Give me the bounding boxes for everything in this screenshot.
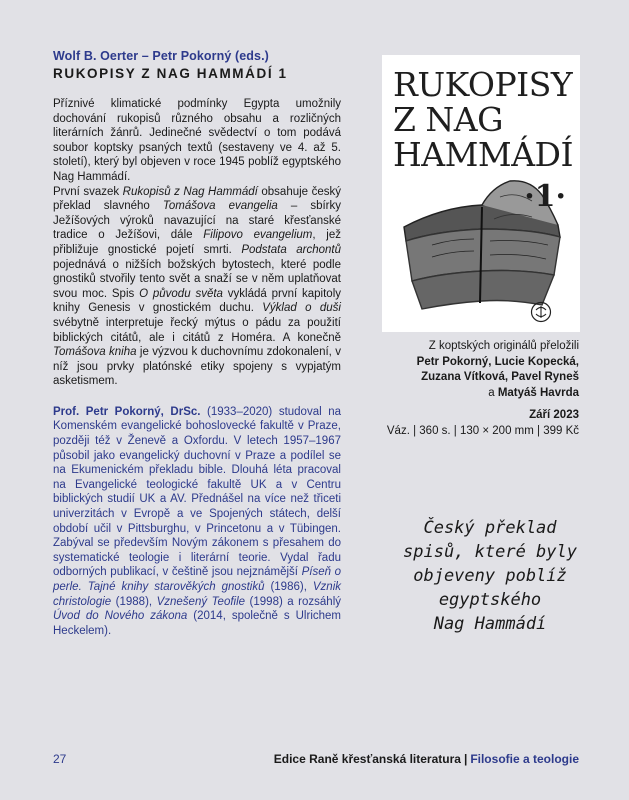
publication-info xyxy=(349,407,579,439)
credits-label: Z koptských originálů přeložili xyxy=(428,340,579,352)
promo-tagline: Český překlad spisů, které byly objeveny poblíž egyptského Nag Hammádí xyxy=(403,518,577,634)
book-authors: Wolf B. Oerter – Petr Pokorný (eds.) xyxy=(53,49,269,63)
author-bio: Prof. Petr Pokorný, DrSc. (1933–2020) studoval na Komenském evangelické bohoslovecké fakultě v Praze, později též v Ženevě a Oxfordu. V letech 1957–1967 působil jako evangelický duchovní v Praze a podílel se na Ekumenickém překladu bible. Dlouhá léta pracoval na Evangelické teologické fakultě UK a v Centru biblických studií UK a AV. Přednášel na více než třiceti univerzitách v Evropě a ve Spojených státech, delší období učil v Pittsburghu, v Princetonu a v Tübingen. Zabýval se především Novým zákonem s přesahem do systematické teologie i literární teorie. Vydal řadu odborných publikací, v češtině jsou nejznámější Píseň o perle. Tajné knihy starověkých gnostiků (1986), Vznik christologie (1988), Vznešený Teofile (1998) a rozsáhlý Úvod do Nového zákona (2014, společně s Ulrichem Heckelem). xyxy=(53,405,342,637)
publication-details: Váz. | 360 s. | 130 × 200 mm | 399 Kč xyxy=(386,425,579,437)
cover-title: RUKOPISY Z NAG HAMMÁDÍ xyxy=(393,65,574,174)
series-name: Edice Raně křesťanská literatura | Filosofie a teologie xyxy=(273,752,579,766)
translation-credits xyxy=(349,339,579,401)
description-paragraph-1: Příznivé klimatické podmínky Egypta umožnily dochování rukopisů různého obsahu a rozličných literárních žánrů. Jedinečné svědectví o tom podává soubor koptsky psaných textů (sestaveny ve 4. až 5. století), který byl objeven v roce 1945 poblíž egyptského Nag Hammádí. xyxy=(53,98,341,183)
description-paragraph-2: První svazek Rukopisů z Nag Hammádí obsahuje český překlad slavného Tomášova evangelia – sbírky Ježíšových výroků navazující na staré křesťanské tradice o Ježíšovi, dále Filipovo evangelium, jež přibližuje gnostické pojetí smrti. Podstata archontů pojednává o nižších božských bytostech, které podle gnostiků stvořily tento svět a snaží se v něm uplatňovat svou moc. Spis O původu světa vykládá první kapitoly knihy Genesis v gnostickém duchu. Výklad o duši svébytně interpretuje řecký mýtus o pádu za použití biblických citátů, ale i citátů z Homéra. A konečně Tomášova kniha je výzvou k duchovnímu zdokonalení, v níž jsou prvky platónské etiky spojeny s vypjatým asketismem. xyxy=(53,185,342,388)
translators-line-2: Zuzana Vítková, Pavel Ryneš xyxy=(421,371,579,383)
translators-line-1: Petr Pokorný, Lucie Kopecká, xyxy=(416,355,579,368)
book-description xyxy=(53,97,341,389)
page-footer xyxy=(53,752,579,768)
book-title: RUKOPISY Z NAG HAMMÁDÍ 1 xyxy=(53,66,288,81)
book-cover xyxy=(382,55,580,332)
left-column xyxy=(53,49,341,638)
subseries-name: Filosofie a teologie xyxy=(470,752,579,766)
publisher-logo-icon xyxy=(530,301,552,323)
cover-volume-number: ·1· xyxy=(524,179,566,214)
bio-author-name: Prof. Petr Pokorný, DrSc. xyxy=(53,405,201,418)
translators-line-3: a Matyáš Havrda xyxy=(488,386,579,399)
publication-date: Září 2023 xyxy=(529,409,579,421)
page-number: 27 xyxy=(53,752,67,766)
